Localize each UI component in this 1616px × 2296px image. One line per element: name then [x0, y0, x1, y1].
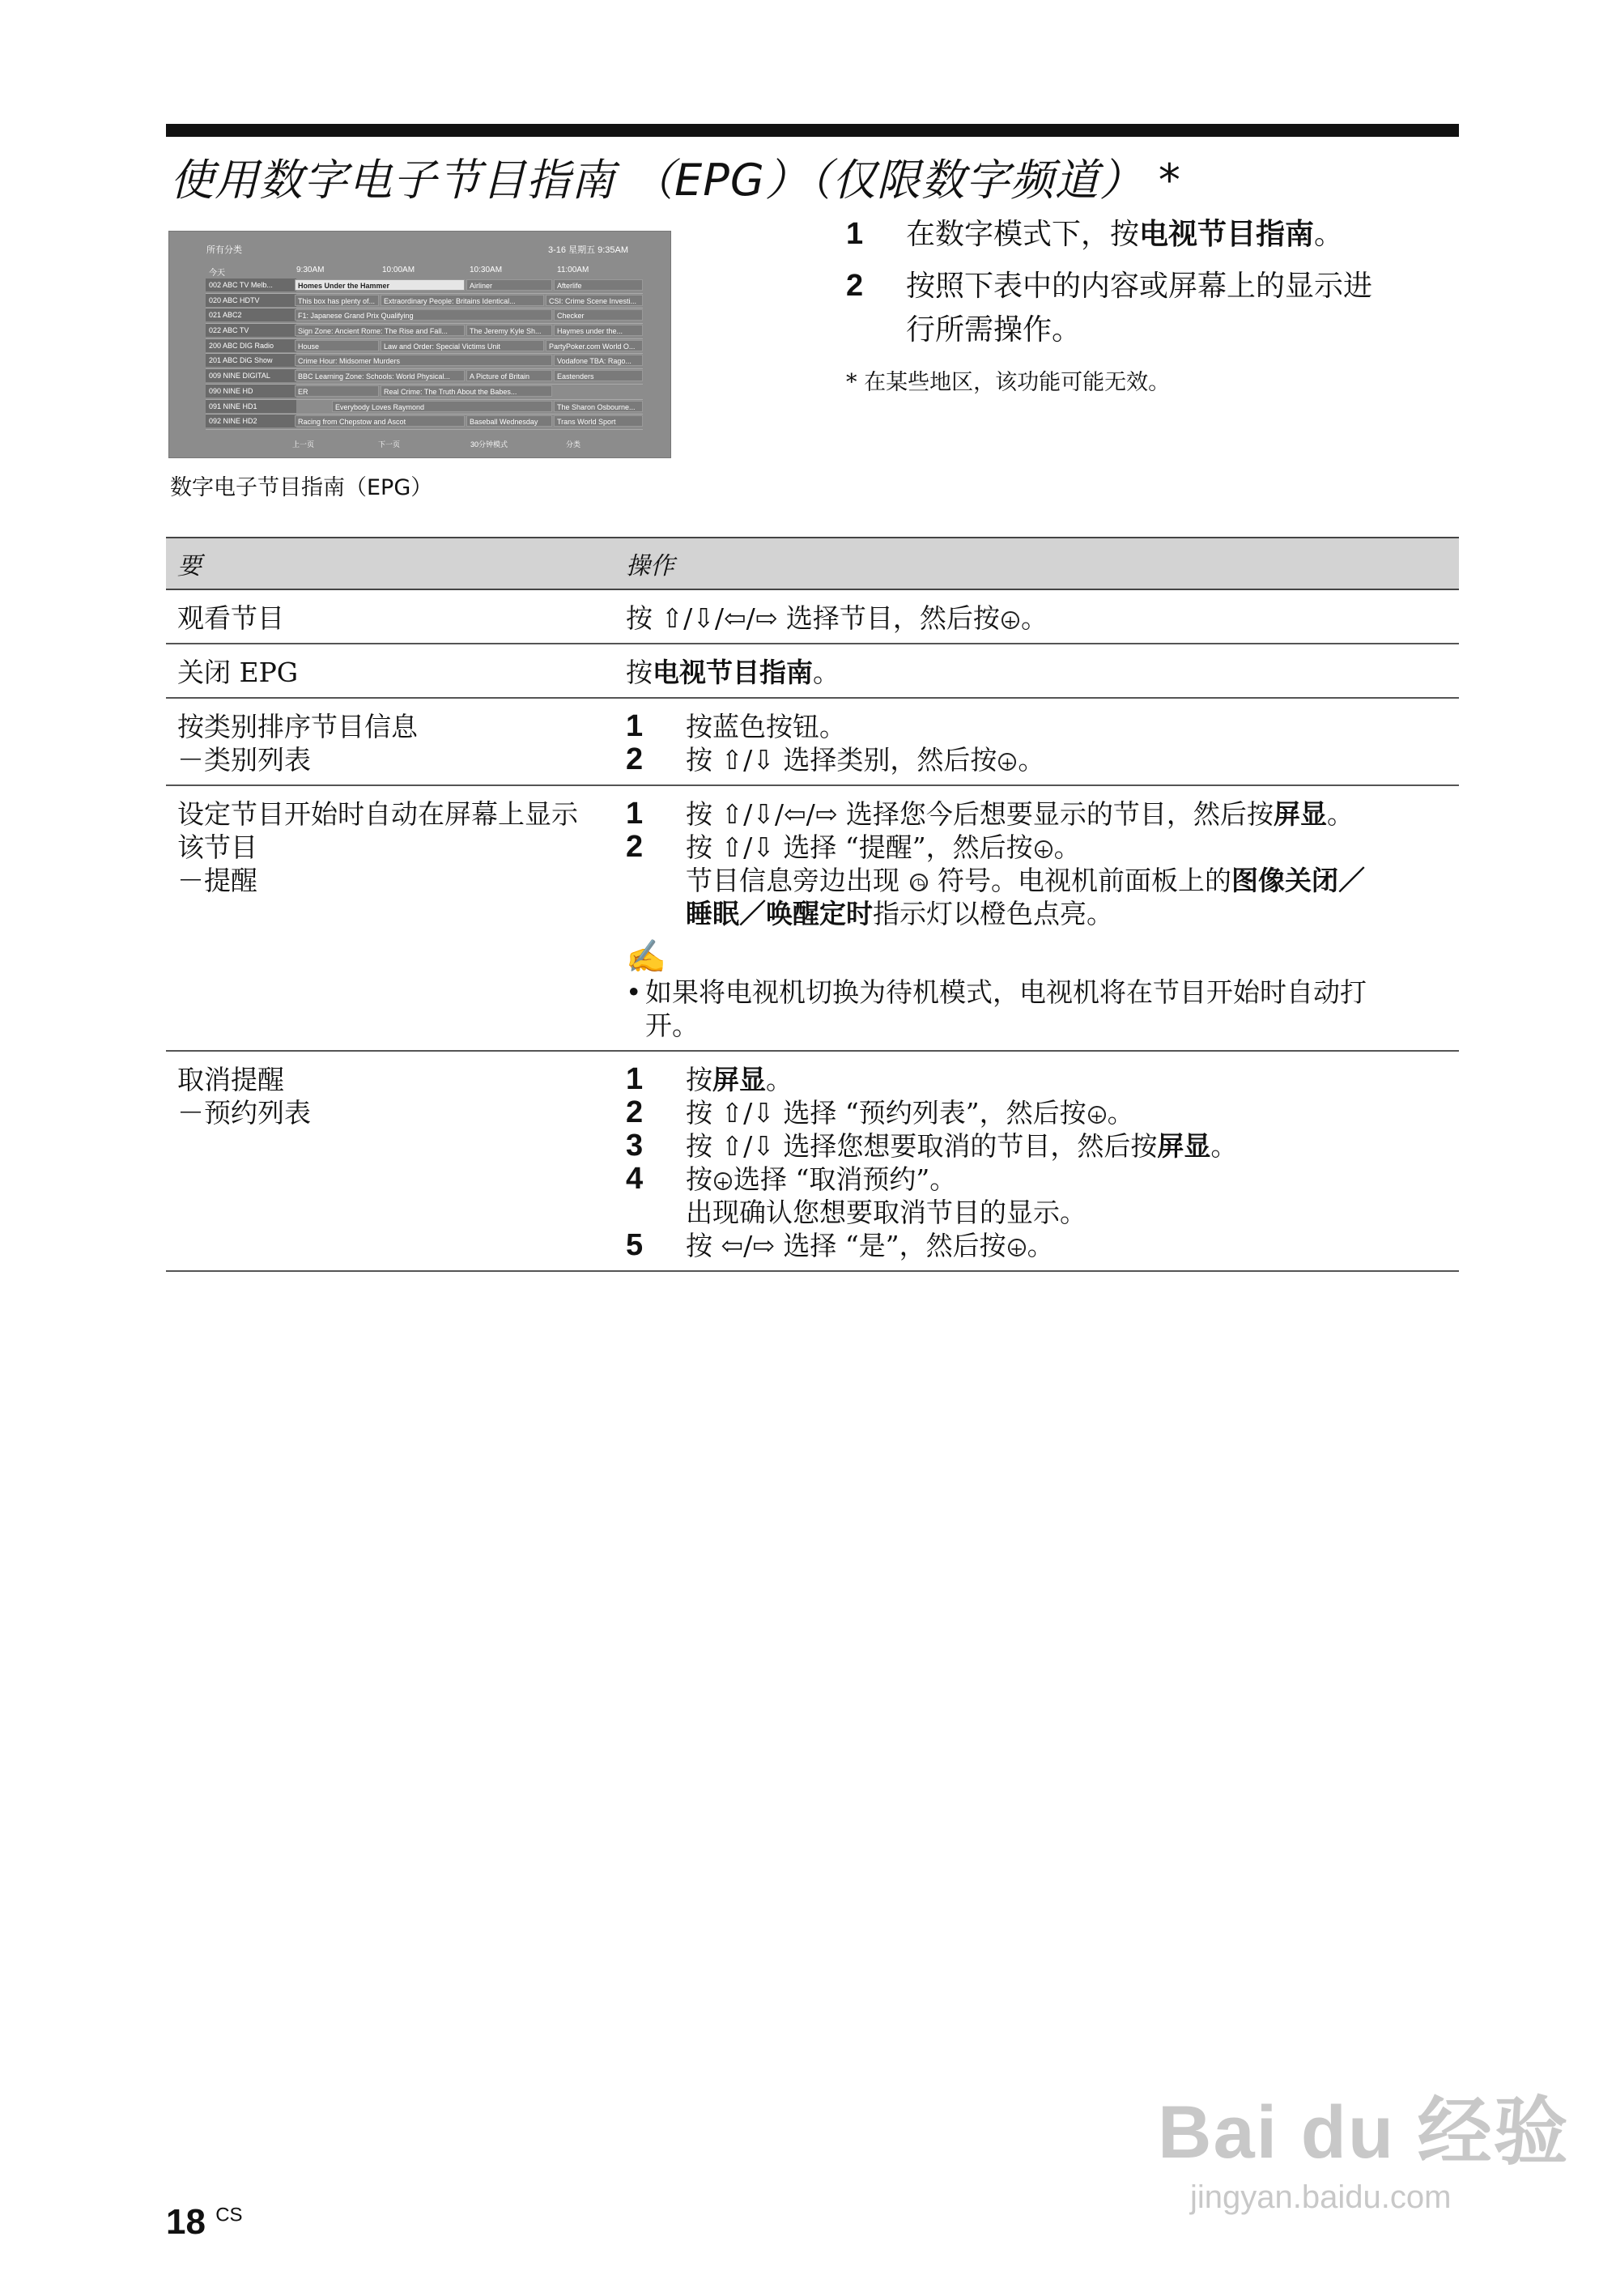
- step-number: 5: [626, 1228, 644, 1262]
- op-text: 。: [1053, 831, 1081, 863]
- step-number: 2: [846, 269, 864, 303]
- op-text: 按: [686, 1163, 712, 1195]
- op-step: [626, 710, 1459, 743]
- epg-time: 10:00AM: [382, 266, 415, 274]
- epg-channel: 021 ABC2: [206, 308, 296, 321]
- op-text: 按蓝色按钮。: [686, 711, 846, 742]
- epg-datetime: 3-16 星期五 9:35AM: [548, 245, 629, 255]
- op-text: 指示灯以橙色点亮。: [873, 898, 1113, 929]
- epg-program[interactable]: Baseball Wednesday: [466, 415, 552, 427]
- label-line: －预约列表: [177, 1097, 311, 1129]
- epg-program[interactable]: This box has plenty of...: [295, 295, 379, 306]
- epg-program[interactable]: Eastenders: [554, 370, 643, 381]
- bullet-icon: •: [626, 976, 642, 1008]
- epg-row: [206, 324, 643, 339]
- epg-row: [206, 339, 643, 355]
- epg-program[interactable]: The Sharon Osbourne...: [554, 401, 643, 412]
- step-text: 按照下表中的内容或屏幕上的显示进: [906, 270, 1373, 303]
- step-number: 3: [626, 1129, 644, 1163]
- table-row: [166, 698, 1459, 785]
- op-info: 出现确认您想要取消节目的显示。: [686, 1197, 1087, 1228]
- step-number: 4: [626, 1162, 644, 1196]
- epg-program[interactable]: Airliner: [466, 279, 552, 291]
- epg-program[interactable]: The Jeremy Kyle Sh...: [466, 325, 552, 336]
- epg-program[interactable]: ER: [295, 385, 379, 397]
- epg-program-selected[interactable]: Homes Under the Hammer: [295, 279, 465, 291]
- op-text: 。: [1027, 1230, 1054, 1261]
- op-step: [626, 797, 1459, 831]
- epg-channel: 091 NINE HD1: [206, 400, 296, 413]
- indicator-name: 睡眠／唤醒定时: [686, 898, 873, 929]
- epg-program[interactable]: Real Crime: The Truth About the Babes...: [381, 385, 552, 397]
- page-number: [166, 2202, 243, 2243]
- op-step: [626, 743, 1459, 776]
- table-row: [166, 1051, 1459, 1271]
- key-display: 屏显: [1157, 1130, 1211, 1162]
- epg-channel: 090 NINE HD: [206, 385, 296, 398]
- epg-time: 9:30AM: [296, 266, 325, 274]
- step-number: 1: [626, 797, 644, 831]
- epg-time: 11:00AM: [557, 266, 589, 274]
- tip-bullet: [626, 976, 1459, 1042]
- op-text: 选择 “取消预约”。: [734, 1163, 957, 1195]
- epg-grid: [206, 278, 643, 430]
- epg-program[interactable]: Extraordinary People: Britains Identical...: [381, 295, 544, 306]
- epg-row: [206, 308, 643, 324]
- op-info: [626, 864, 1459, 930]
- row-label: [166, 785, 615, 1051]
- epg-program[interactable]: Sign Zone: Ancient Rome: The Rise and Fall...: [295, 325, 465, 336]
- epg-row: [206, 415, 643, 430]
- op-text: 按 ⇧/⇩/⇦/⇨ 选择您今后想要显示的节目，然后按: [686, 798, 1274, 830]
- op-text: 按 ⇧/⇩ 选择类别，然后按: [686, 744, 997, 776]
- epg-program[interactable]: PartyPoker.com World O...: [546, 340, 643, 351]
- op-text: 按 ⇧/⇩ 选择您想要取消的节目，然后按: [686, 1130, 1158, 1162]
- epg-screenshot: [168, 231, 671, 458]
- watermark-brand: Bai du 经验: [1158, 2091, 1570, 2174]
- label-line: 设定节目开始时自动在屏幕上显示: [177, 798, 578, 830]
- op-step: [626, 1163, 1459, 1196]
- epg-program[interactable]: BBC Learning Zone: Schools: World Physical...: [295, 370, 465, 381]
- op-text: 。: [1326, 798, 1354, 830]
- op-text: 按: [626, 657, 653, 688]
- label-line: 按类别排序节目信息: [177, 711, 418, 742]
- epg-channel: 002 ABC TV Melb...: [206, 278, 296, 291]
- title-rule: [166, 124, 1459, 137]
- row-operation: [615, 589, 1459, 644]
- table-header: [166, 538, 1459, 589]
- epg-program[interactable]: F1: Japanese Grand Prix Qualifying: [295, 309, 552, 321]
- table-row: [166, 589, 1459, 644]
- epg-channel: 009 NINE DIGITAL: [206, 369, 296, 382]
- op-text: 。: [1020, 602, 1048, 634]
- intro-step-2: [846, 264, 1461, 352]
- epg-program[interactable]: Law and Order: Special Victims Unit: [381, 340, 544, 351]
- epg-program[interactable]: Afterlife: [554, 279, 643, 291]
- indicator-name: 图像关闭／: [1231, 865, 1365, 896]
- row-label: 观看节目: [166, 589, 615, 644]
- epg-timeline: [206, 264, 643, 277]
- label-line: －提醒: [177, 865, 257, 896]
- op-text: 。: [813, 657, 840, 688]
- page-number-value: 18: [166, 2202, 206, 2242]
- step-text: 行所需操作。: [906, 313, 1082, 347]
- epg-row: [206, 278, 643, 294]
- key-display: 屏显: [1273, 798, 1327, 830]
- enter-button-icon: +: [714, 1172, 732, 1190]
- epg-channel: 022 ABC TV: [206, 324, 296, 337]
- availability-note: * 在某些地区，该功能可能无效。: [846, 370, 1171, 395]
- epg-row: [206, 294, 643, 309]
- operations-table: [166, 537, 1459, 1272]
- op-text: 。: [1210, 1130, 1238, 1162]
- enter-button-icon: +: [1008, 1239, 1026, 1256]
- label-line: －类别列表: [177, 744, 311, 776]
- page-title: 使用数字电子节目指南 （EPG）（仅限数字频道） *: [170, 155, 1181, 206]
- key-display: 屏显: [712, 1064, 766, 1095]
- epg-footer-next: 下一页: [378, 440, 401, 449]
- enter-button-icon: +: [1001, 611, 1019, 629]
- table-row: [166, 644, 1459, 698]
- header-want: 要: [166, 538, 615, 589]
- epg-footer-prev: 上一页: [292, 440, 315, 449]
- watermark-url: jingyan.baidu.com: [1190, 2179, 1452, 2215]
- op-text: 按 ⇦/⇨ 选择 “是”，然后按: [686, 1230, 1006, 1261]
- header-operation: 操作: [615, 538, 1459, 589]
- op-text: 节目信息旁边出现: [686, 865, 908, 896]
- epg-program[interactable]: Trans World Sport: [554, 415, 643, 427]
- row-label: 关闭 EPG: [166, 644, 615, 698]
- key-tv-guide: 电视节目指南: [653, 657, 813, 688]
- epg-channel: 201 ABC DiG Show: [206, 354, 296, 367]
- op-text: 。: [1018, 744, 1045, 776]
- page-language-code: CS: [215, 2204, 243, 2226]
- op-step: [626, 831, 1459, 864]
- op-step: [626, 1229, 1459, 1262]
- step-number: 1: [626, 709, 644, 743]
- op-text: 。: [766, 1064, 793, 1095]
- epg-program[interactable]: Checker: [554, 309, 643, 321]
- epg-program[interactable]: Crime Hour: Midsomer Murders: [295, 355, 552, 366]
- enter-button-icon: +: [1035, 840, 1053, 858]
- epg-channel: 020 ABC HDTV: [206, 294, 296, 307]
- op-text: 符号。电视机前面板上的: [929, 865, 1231, 896]
- row-operation: [615, 1051, 1459, 1271]
- epg-program[interactable]: Racing from Chepstow and Ascot: [295, 415, 465, 427]
- epg-channel: 200 ABC DIG Radio: [206, 339, 296, 352]
- row-operation: [615, 644, 1459, 698]
- epg-footer-category: 分类: [566, 440, 581, 449]
- epg-program[interactable]: A Picture of Britain: [466, 370, 552, 381]
- epg-row: [206, 354, 643, 369]
- epg-program[interactable]: Vodafone TBA: Rago...: [554, 355, 643, 366]
- enter-button-icon: +: [1088, 1106, 1106, 1124]
- step-text: 在数字模式下，按: [906, 218, 1140, 251]
- epg-program[interactable]: CSI: Crime Scene Investi...: [546, 295, 643, 306]
- op-text: 开。: [645, 1010, 699, 1041]
- label-line: 取消提醒: [177, 1064, 284, 1095]
- note-pen-icon: ✍: [626, 938, 666, 976]
- epg-caption: 数字电子节目指南（EPG）: [170, 475, 433, 500]
- epg-program[interactable]: Haymes under the...: [554, 325, 643, 336]
- epg-category: 所有分类: [206, 245, 242, 255]
- step-number: 2: [626, 742, 644, 776]
- step-number: 2: [626, 830, 644, 864]
- epg-row: [206, 369, 643, 385]
- key-tv-guide: 电视节目指南: [1139, 218, 1315, 251]
- label-line: 该节目: [177, 831, 257, 863]
- table-row: [166, 785, 1459, 1051]
- intro-step-1: [846, 212, 1343, 257]
- step-number: 1: [846, 217, 864, 251]
- op-step: [626, 1063, 1459, 1096]
- step-number: 1: [626, 1062, 644, 1096]
- step-text: 。: [1314, 218, 1344, 251]
- clock-icon: ◷: [910, 874, 928, 891]
- row-operation: [615, 698, 1459, 785]
- epg-time: 10:30AM: [470, 266, 503, 274]
- op-text: 。: [1107, 1097, 1134, 1129]
- row-label: [166, 1051, 615, 1271]
- row-operation: [615, 785, 1459, 1051]
- epg-today: 今天: [209, 269, 225, 278]
- epg-program[interactable]: House: [295, 340, 379, 351]
- op-text: 如果将电视机切换为待机模式，电视机将在节目开始时自动打: [645, 976, 1367, 1008]
- epg-footer-mode: 30分钟模式: [470, 440, 508, 449]
- enter-button-icon: +: [998, 753, 1016, 771]
- step-number: 2: [626, 1095, 644, 1129]
- epg-row: [206, 400, 643, 415]
- epg-program[interactable]: Everybody Loves Raymond: [332, 401, 552, 412]
- baidu-watermark: [1158, 2073, 1570, 2216]
- op-text: 按 ⇧/⇩/⇦/⇨ 选择节目，然后按: [626, 602, 1000, 634]
- epg-row: [206, 385, 643, 400]
- op-text: 按 ⇧/⇩ 选择 “预约列表”，然后按: [686, 1097, 1087, 1129]
- op-step: [626, 1129, 1459, 1163]
- epg-channel: 092 NINE HD2: [206, 415, 296, 427]
- op-text: 按: [686, 1064, 712, 1095]
- op-text: 按 ⇧/⇩ 选择 “提醒”，然后按: [686, 831, 1033, 863]
- op-step: [626, 1096, 1459, 1129]
- row-label: [166, 698, 615, 785]
